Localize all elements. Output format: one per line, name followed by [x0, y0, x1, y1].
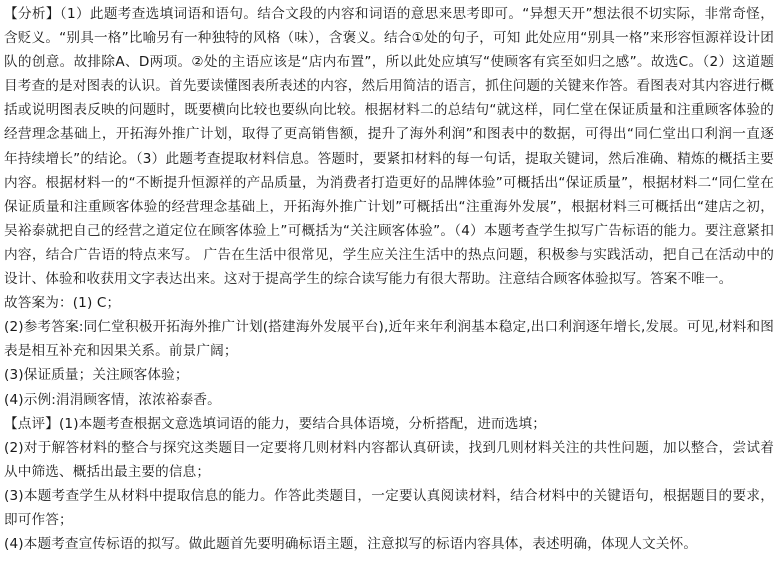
answer-line-1: 故答案为：(1) C；	[4, 295, 121, 312]
comment-line-2: (2)对于解答材料的整合与探究这类题目一定要将几则材料内容都认真研读，找到几则材料关注的共性问题，加以整合，尝试着从中筛选、概括出最主要的信息；	[4, 439, 774, 480]
comment-line-3: (3)本题考查学生从材料中提取信息的能力。作答此类题目，一定要认真阅读材料，结合材料中的关键语句，根据题目的要求，即可作答；	[4, 487, 774, 528]
analysis-paragraph: 【分析】（1）此题考查选填词语和语句。结合文段的内容和词语的意思来思考即可。“异想天开”想法很不切实际，非常奇怪，含贬义。“别具一格”比喻另有一种独特的风格（味），含褒义。结合①处的句子，可知 此处应用“别具一格”来形容恒源祥设计团队的创意。故排除A、D两项。②处的主语应该是“店内布置”，所以此处应填写“使顾客有宾至如归之感”。故选C。（2）这道题目考查的是对图表的认识。首先要读懂图表所表述的内容，然后用简洁的语言，抓住问题的关键来作答。看图表对其内容进行概括或说明图表反映的问题时，既要横向比较也要纵向比较。根据材料二的总结句“就这样，同仁堂在保证质量和注重顾客体验的经营理念基础上，开拓海外推广计划，取得了更高销售额，提升了海外利润”和图表中的数据，可得出“同仁堂出口利润一直逐年持续增长”的结论。（3）此题考查提取材料信息。答题时，要紧扣材料的每一句话，提取关键词，然后准确、精炼的概括主要内容。根据材料一的“不断提升恒源祥的产品质量，为消费者打造更好的品牌体验”可概括出“保证质量”，根据材料二“同仁堂在保证质量和注重顾客体验的经营理念基础上，开拓海外推广计划”可概括出“注重海外发展”，根据材料三可概括出“建店之初，吴裕泰就把自己的经营之道定位在顾客体验上”可概括为“关注顾客体验”。（4）本题考查学生拟写广告标语的能力。要注意紧扣内容，结合广告语的特点来写。 广告在生活中很常见，学生应关注生活中的热点问题，积极参与实践活动，把自己在活动中的设计、体验和收获用文字表达出来。这对于提高学生的综合读写能力有很大帮助。注意结合顾客体验拟写。答案不唯一。	[4, 6, 774, 288]
comment-line-4: (4)本题考查宣传标语的拟写。做此题首先要明确标语主题，注意拟写的标语内容具体，表述明确，体现人文关怀。	[4, 536, 698, 553]
answer-line-3: (3)保证质量；关注顾客体验；	[4, 367, 189, 384]
answer-line-2: (2)参考答案:同仁堂积极开拓海外推广计划(搭建海外发展平台),近年来年利润基本稳定,出口利润逐年增长,发展。可见,材料和图表是相互补充和因果关系。前景广阔；	[4, 319, 774, 360]
answer-line-4: (4)示例:涓涓顾客情，浓浓裕泰香。	[4, 391, 221, 408]
comment-line-1: 【点评】(1)本题考查根据文意选填词语的能力，要结合具体语境，分析搭配，进而选填；	[4, 415, 546, 432]
